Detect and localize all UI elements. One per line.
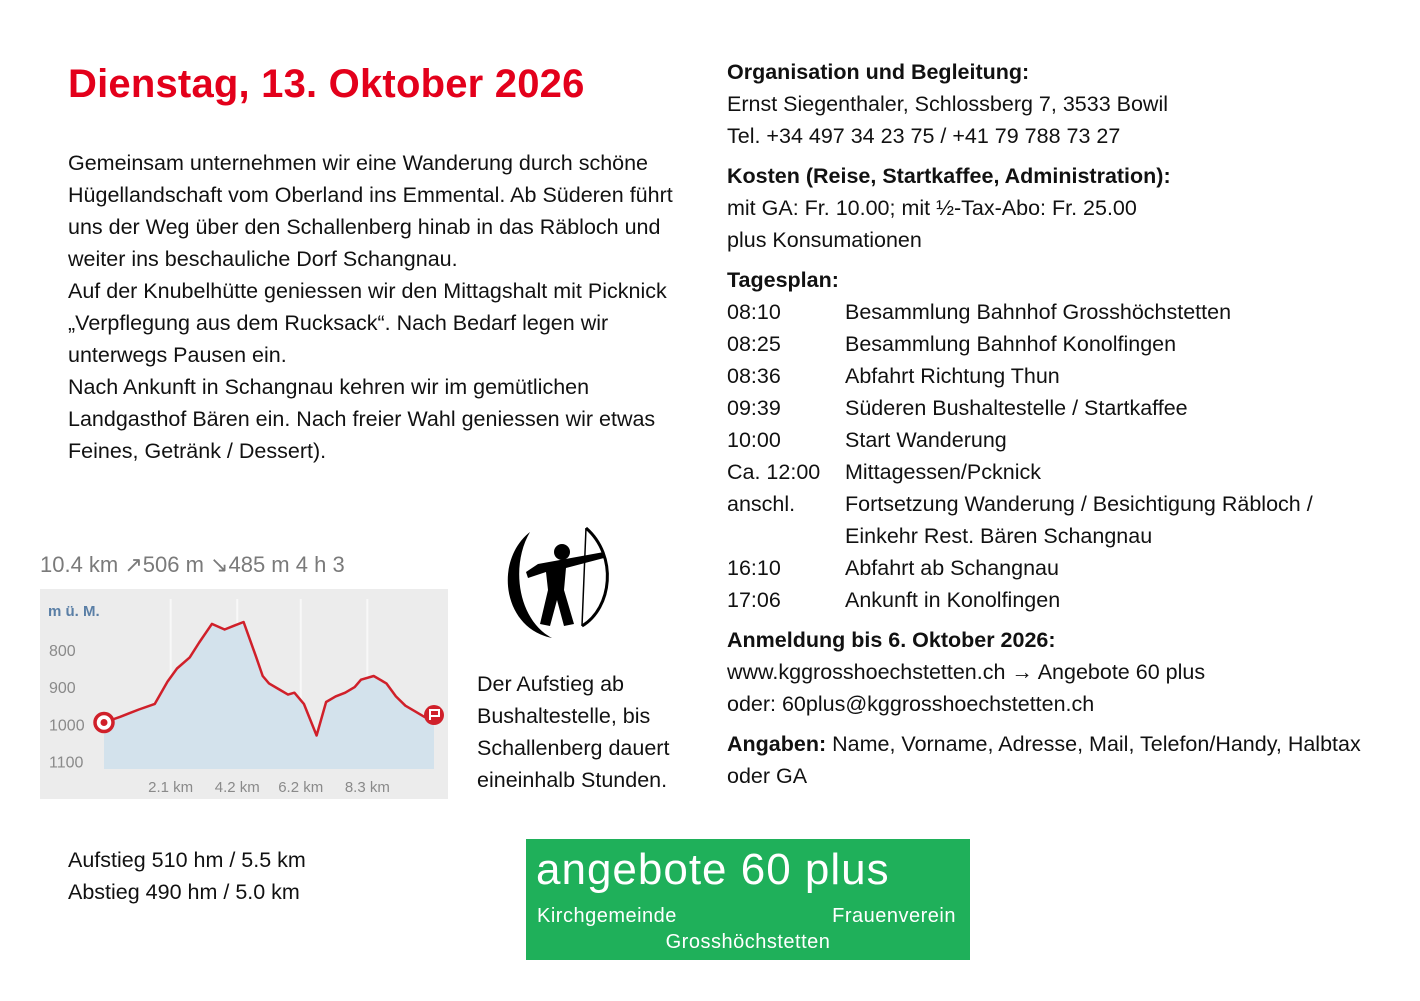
schedule-time: anschl. [727,492,796,516]
schedule-time: 08:10 [727,300,781,324]
schedule-time: Ca. 12:00 [727,460,821,484]
registration-email[interactable]: oder: 60plus@kggrosshoechstetten.ch [727,692,1095,716]
schedule-row [727,296,1387,328]
archer-logo [500,520,620,648]
route-stats: 10.4 km ↗506 m ↘485 m 4 h 3 [40,552,345,577]
schedule-time: 08:25 [727,332,781,356]
schedule-row [727,584,1387,616]
y-tick-label: 800 [49,642,76,660]
schedule-text: Besammlung Bahnhof Konolfingen [845,332,1177,356]
details-label: Angaben: [727,732,827,756]
elevation-profile-chart [40,589,448,799]
schedule-text: Besammlung Bahnhof Grosshöchstetten [845,300,1232,324]
x-tick-label: 2.1 km [148,779,194,796]
schedule-row [727,424,1387,456]
schedule-row [727,456,1387,488]
registration-link[interactable]: www.kggrosshoechstetten.ch → Angebote 60 plus [727,660,1206,684]
schedule-time: 08:36 [727,364,781,388]
elevation-area [104,622,434,769]
brand-logo [526,839,970,960]
x-tick-label: 4.2 km [214,779,260,796]
schedule-text: Fortsetzung Wanderung / Besichtigung Räbloch / Einkehr Rest. Bären Schangnau [845,492,1313,548]
details-text: Name, Vorname, Adresse, Mail, Telefon/Handy, Halbtax oder GA [727,732,1361,788]
y-unit-label: m ü. M. [48,603,100,620]
organisation-line: Tel. +34 497 34 23 75 / +41 79 788 73 27 [727,124,1121,148]
costs-section [727,160,1387,256]
costs-line: plus Konsumationen [727,228,922,252]
organisation-line: Ernst Siegenthaler, Schlossberg 7, 3533 Bowil [727,92,1169,116]
intro-paragraph: Gemeinsam unternehmen wir eine Wanderung durch schöne Hügellandschaft vom Oberland ins Emmental. Ab Süderen führt uns der Weg über den Schallenberg hinab in das Räbloch und weiter ins beschauliche Dorf Schangnau. [68,151,673,271]
descent-line: Abstieg 490 hm / 5.0 km [68,880,300,904]
schedule-row [727,552,1387,584]
schedule-time: 09:39 [727,396,781,420]
intro-paragraph: Auf der Knubelhütte geniessen wir den Mittagshalt mit Picknick „Verpflegung aus dem Rucksack“. Nach Bedarf legen wir unterwegs Pausen ein. [68,279,667,367]
page-title: Dienstag, 13. Oktober 2026 [68,62,585,106]
brand-org-left: Kirchgemeinde [537,905,677,927]
x-tick-label: 6.2 km [278,779,324,796]
organisation-heading: Organisation und Begleitung: [727,60,1030,84]
schedule-section [727,264,1387,616]
registration-section [727,624,1387,720]
y-tick-label: 900 [49,680,76,698]
schedule-text: Ankunft in Konolfingen [845,588,1061,612]
schedule-row [727,360,1387,392]
ascent-line: Aufstieg 510 hm / 5.5 km [68,848,306,872]
schedule-text: Start Wanderung [845,428,1007,452]
ascent-note: Der Aufstieg ab Bushaltestelle, bis Schallenberg dauert eineinhalb Stunden. [477,672,670,792]
schedule-text: Mittagessen/Pcknick [845,460,1041,484]
schedule-time: 10:00 [727,428,781,452]
schedule-row [727,488,1387,552]
schedule-time: 16:10 [727,556,781,580]
y-tick-label: 1000 [49,717,85,735]
organisation-section [727,56,1387,152]
schedule-text: Süderen Bushaltestelle / Startkaffee [845,396,1188,420]
elevation-summary [68,844,306,908]
schedule-row [727,392,1387,424]
elevation-chart-svg [40,589,448,799]
intro-paragraph: Nach Ankunft in Schangnau kehren wir im gemütlichen Landgasthof Bären ein. Nach freier Wahl geniessen wir etwas Feines, Getränk / Dessert). [68,375,656,463]
info-column [727,56,1387,800]
brand-org-right: Frauenverein [832,905,956,927]
schedule-time: 17:06 [727,588,781,612]
schedule-text: Abfahrt ab Schangnau [845,556,1059,580]
brand-place: Grosshöchstetten [665,931,831,953]
details-section [727,728,1387,792]
schedule-heading: Tagesplan: [727,268,839,292]
costs-heading: Kosten (Reise, Startkaffee, Administration): [727,164,1171,188]
costs-line: mit GA: Fr. 10.00; mit ½-Tax-Abo: Fr. 25.00 [727,196,1137,220]
schedule-text: Abfahrt Richtung Thun [845,364,1060,388]
schedule-row [727,328,1387,360]
x-tick-label: 8.3 km [344,779,390,796]
start-marker-dot [101,719,108,726]
brand-title: angebote 60 plus [536,845,890,894]
registration-heading: Anmeldung bis 6. Oktober 2026: [727,628,1056,652]
y-tick-label: 1100 [49,754,84,772]
intro-text [68,147,678,467]
